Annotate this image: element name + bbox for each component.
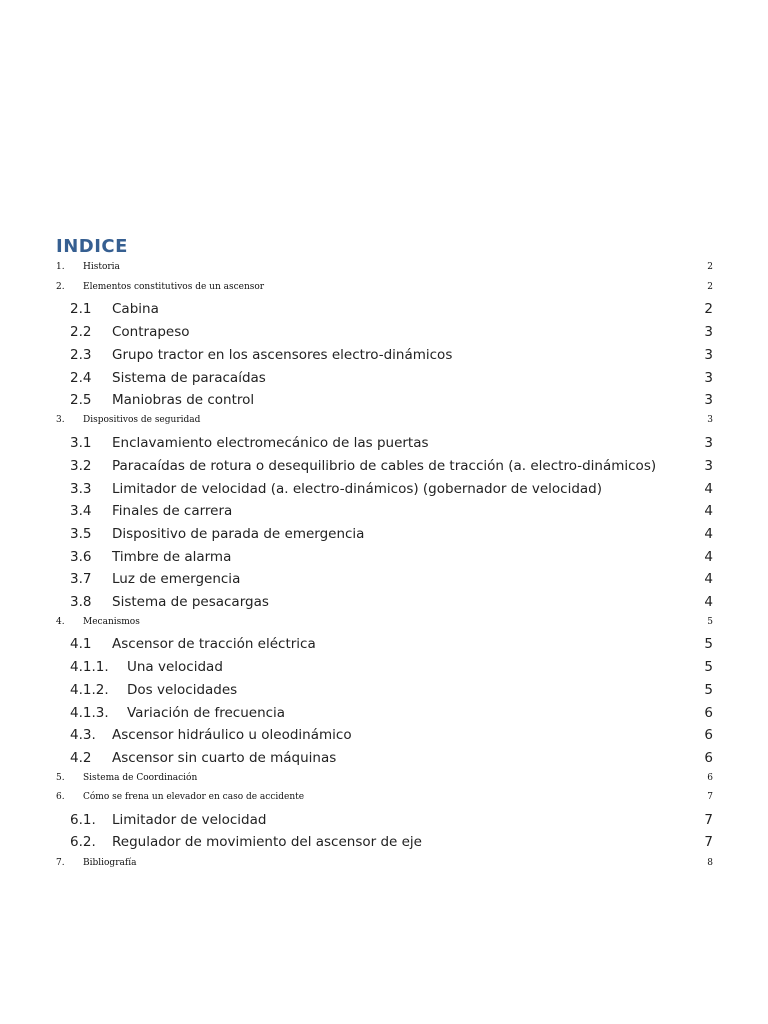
toc-entry-page-number: 4: [704, 481, 713, 497]
toc-entry-label: Sistema de paracaídas: [112, 370, 266, 386]
toc-entry-number: 4.1.2.: [70, 682, 109, 698]
toc-entry-number: 3.1: [70, 435, 92, 451]
toc-entry-number: 1.: [56, 262, 65, 272]
toc-entry[interactable]: [70, 526, 713, 542]
toc-entry-label: Ascensor de tracción eléctrica: [112, 636, 316, 652]
toc-entry-label: Bibliografía: [83, 858, 137, 868]
toc-entry-page-number: 6: [704, 727, 713, 743]
toc-entry-page-number: 5: [704, 659, 713, 675]
toc-entry-page-number: 3: [704, 392, 713, 408]
toc-entry-page-number: 7: [704, 834, 713, 850]
toc-entry-label: Regulador de movimiento del ascensor de eje: [112, 834, 422, 850]
toc-entry[interactable]: [70, 549, 713, 565]
toc-entry-page-number: 4: [704, 503, 713, 519]
toc-entry-number: 2.: [56, 282, 65, 292]
toc-entry-number: 7.: [56, 858, 65, 868]
toc-entry-number: 4.1: [70, 636, 92, 652]
toc-entry-page-number: 4: [704, 526, 713, 542]
toc-entry[interactable]: [70, 571, 713, 587]
toc-entry-label: Dispositivo de parada de emergencia: [112, 526, 365, 542]
toc-entry-label: Limitador de velocidad: [112, 812, 267, 828]
toc-entry-label: Dispositivos de seguridad: [83, 415, 201, 425]
toc-entry-label: Paracaídas de rotura o desequilibrio de cables de tracción (a. electro-dinámicos): [112, 458, 657, 474]
toc-entry-page-number: 6: [707, 773, 713, 783]
toc-entry-page-number: 4: [704, 571, 713, 587]
toc-entry-page-number: 7: [707, 792, 713, 802]
toc-entry-label: Elementos constitutivos de un ascensor: [83, 282, 265, 292]
toc-entry-number: 3.4: [70, 503, 92, 519]
toc-entry[interactable]: [56, 773, 713, 783]
toc-entry[interactable]: [56, 415, 713, 425]
toc-entry-page-number: 5: [704, 682, 713, 698]
toc-entry[interactable]: [70, 347, 713, 363]
toc-entry-page-number: 4: [704, 549, 713, 565]
toc-entry-number: 2.3: [70, 347, 92, 363]
toc-entry-label: Grupo tractor en los ascensores electro-dinámicos: [112, 347, 453, 363]
toc-entry-number: 2.4: [70, 370, 92, 386]
toc-entry-label: Una velocidad: [127, 659, 223, 675]
toc-entry-page-number: 3: [704, 347, 713, 363]
toc-entry-number: 4.1.3.: [70, 705, 109, 721]
toc-entry-page-number: 3: [704, 435, 713, 451]
toc-entry-label: Contrapeso: [112, 324, 190, 340]
toc-entry-label: Dos velocidades: [127, 682, 238, 698]
toc-entry-label: Ascensor hidráulico u oleodinámico: [112, 727, 352, 743]
toc-entry-number: 2.2: [70, 324, 92, 340]
toc-entry[interactable]: [70, 481, 713, 497]
toc-entry[interactable]: [70, 705, 713, 721]
toc-entry-number: 5.: [56, 773, 65, 783]
toc-entry-label: Historia: [83, 262, 120, 272]
toc-entry-page-number: 3: [707, 415, 713, 425]
toc-entry-number: 4.: [56, 617, 65, 627]
toc-entry[interactable]: [70, 682, 713, 698]
toc-entry-page-number: 6: [704, 750, 713, 766]
toc-entry-label: Finales de carrera: [112, 503, 233, 519]
toc-entry-number: 6.2.: [70, 834, 96, 850]
toc-entry[interactable]: [70, 834, 713, 850]
toc-entry-page-number: 3: [704, 458, 713, 474]
toc-entry-number: 4.2: [70, 750, 92, 766]
toc-entry-label: Cómo se frena un elevador en caso de accidente: [83, 792, 305, 802]
toc-entry[interactable]: [70, 750, 713, 766]
toc-entry[interactable]: [70, 727, 713, 743]
toc-entry[interactable]: [70, 392, 713, 408]
toc-entry-number: 2.1: [70, 301, 92, 317]
toc-entry-number: 4.3.: [70, 727, 96, 743]
toc-entry-number: 2.5: [70, 392, 92, 408]
toc-entry-page-number: 4: [704, 594, 713, 610]
toc-entry-label: Timbre de alarma: [112, 549, 232, 565]
toc-entry[interactable]: [70, 503, 713, 519]
toc-entry[interactable]: [70, 301, 713, 317]
toc-entry-label: Luz de emergencia: [112, 571, 241, 587]
toc-entry[interactable]: [56, 262, 713, 272]
toc-entry-label: Ascensor sin cuarto de máquinas: [112, 750, 337, 766]
toc-entry-page-number: 6: [704, 705, 713, 721]
toc-title: INDICE: [56, 236, 128, 257]
toc-entry-number: 3.5: [70, 526, 92, 542]
toc-entry-label: Enclavamiento electromecánico de las puertas: [112, 435, 429, 451]
toc-entry[interactable]: [56, 858, 713, 868]
toc-entry-number: 3.: [56, 415, 65, 425]
toc-entry[interactable]: [70, 812, 713, 828]
toc-entry-number: 6.1.: [70, 812, 96, 828]
toc-entry[interactable]: [70, 435, 713, 451]
toc-entry-number: 6.: [56, 792, 65, 802]
toc-entry-label: Maniobras de control: [112, 392, 255, 408]
toc-entry-page-number: 2: [704, 301, 713, 317]
toc-entry[interactable]: [70, 324, 713, 340]
toc-entry-label: Cabina: [112, 301, 159, 317]
toc-entry[interactable]: [70, 458, 713, 474]
toc-entry-label: Mecanismos: [83, 617, 140, 627]
toc-entry-label: Sistema de Coordinación: [83, 773, 198, 783]
toc-entry[interactable]: [56, 617, 713, 627]
toc-entry-page-number: 7: [704, 812, 713, 828]
toc-entry-number: 4.1.1.: [70, 659, 109, 675]
toc-entry-page-number: 5: [707, 617, 713, 627]
toc-entry-number: 3.7: [70, 571, 92, 587]
toc-entry[interactable]: [70, 659, 713, 675]
toc-entry-page-number: 5: [704, 636, 713, 652]
toc-entry[interactable]: [70, 636, 713, 652]
toc-entry-number: 3.8: [70, 594, 92, 610]
toc-entry-label: Limitador de velocidad (a. electro-dinámicos) (gobernador de velocidad): [112, 481, 603, 497]
toc-entry-page-number: 8: [707, 858, 713, 868]
toc-entry[interactable]: [56, 282, 713, 292]
toc-entry-label: Sistema de pesacargas: [112, 594, 269, 610]
toc-entry[interactable]: [56, 792, 713, 802]
toc-entry-number: 3.2: [70, 458, 92, 474]
toc-entry-page-number: 3: [704, 370, 713, 386]
toc-entry-page-number: 3: [704, 324, 713, 340]
toc-entry-label: Variación de frecuencia: [127, 705, 286, 721]
toc-entry[interactable]: [70, 370, 713, 386]
toc-entry[interactable]: [70, 594, 713, 610]
toc-entry-number: 3.3: [70, 481, 92, 497]
toc-entry-page-number: 2: [707, 262, 713, 272]
toc-entry-page-number: 2: [707, 282, 713, 292]
toc-entry-number: 3.6: [70, 549, 92, 565]
